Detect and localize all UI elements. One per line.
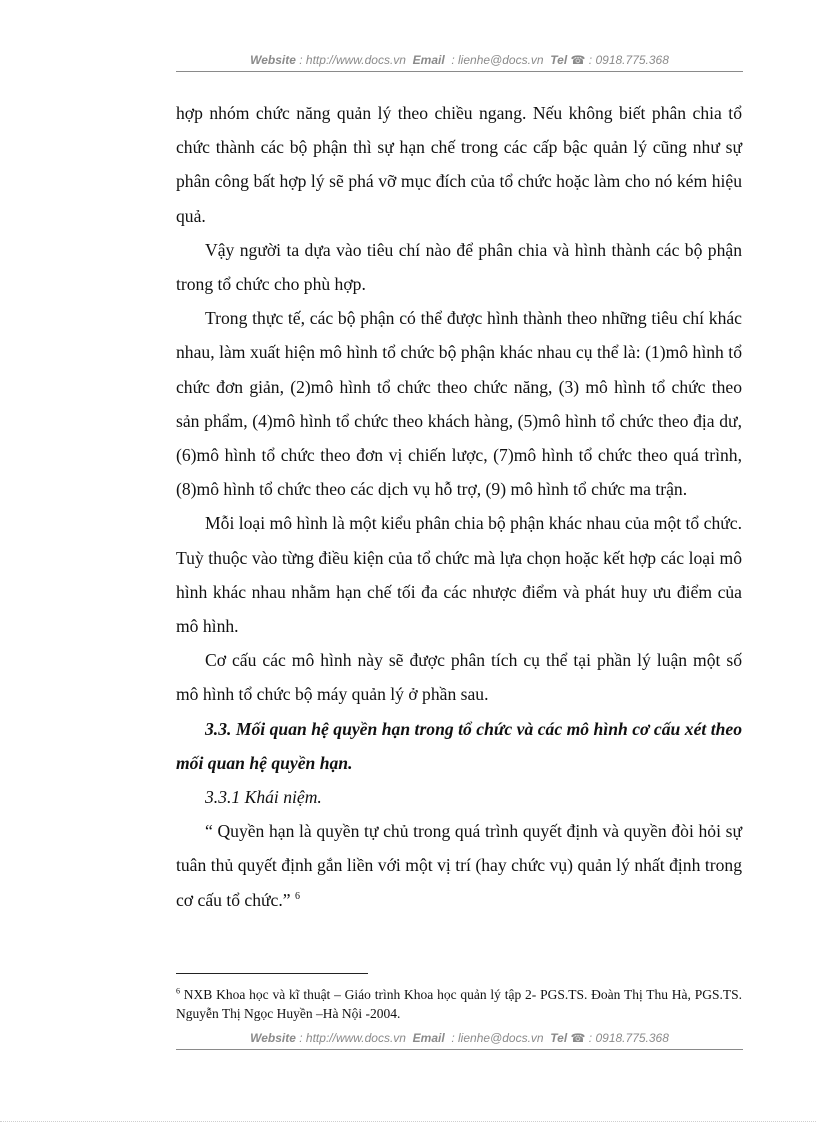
tel-separator: : bbox=[585, 53, 596, 67]
email-separator: : bbox=[448, 53, 459, 67]
paragraph-continuation: hợp nhóm chức năng quản lý theo chiều ngang. Nếu không biết phân chia tổ chức thành các bộ phận thì sự hạn chế trong các cấp bậc quản lý cũng như sự phân công bất hợp lý sẽ phá vỡ mục đích của tổ chức hoặc làm cho nó kém hiệu quả. bbox=[176, 103, 742, 226]
footnote bbox=[176, 985, 742, 1023]
footer-email-address[interactable]: lienhe@docs.vn bbox=[458, 1031, 544, 1045]
footnote-marker: 6 bbox=[176, 986, 180, 996]
tel-number: 0918.775.368 bbox=[595, 53, 669, 67]
quote-text: “ Quyền hạn là quyền tự chủ trong quá trình quyết định và quyền đòi hỏi sự tuân thủ quyết định gắn liền với một vị trí (hay chức vụ) quản lý nhất định trong cơ cấu tổ chức.” bbox=[176, 821, 742, 910]
paragraph-structure: Cơ cấu các mô hình này sẽ được phân tích cụ thể tại phần lý luận một số mô hình tổ chức bộ máy quản lý ở phần sau. bbox=[176, 650, 742, 705]
header-divider bbox=[176, 71, 743, 72]
paragraph-model-list: Trong thực tế, các bộ phận có thể được hình thành theo những tiêu chí khác nhau, làm xuất hiện mô hình tổ chức bộ phận khác nhau cụ thể là: (1)mô hình tổ chức đơn giản, (2)mô hình tổ chức theo chức năng, (3) mô hình tổ chức theo sản phẩm, (4)mô hình tổ chức theo khách hàng, (5)mô hình tổ chức theo địa dư, (6)mô hình tổ chức theo đơn vị chiến lược, (7)mô hình tổ chức theo quá trình, (8)mô hình tổ chức theo các dịch vụ hỗ trợ, (9) mô hình tổ chức ma trận. bbox=[176, 308, 742, 500]
paragraph-question: Vậy người ta dựa vào tiêu chí nào để phân chia và hình thành các bộ phận trong tổ chức cho phù hợp. bbox=[176, 239, 742, 295]
footer-website-label: Website bbox=[250, 1031, 296, 1045]
footnote-text: NXB Khoa học và kĩ thuật – Giáo trình Khoa học quản lý tập 2- PGS.TS. Đoàn Thị Thu Hà, PGS.TS. Nguyễn Thị Ngọc Huyền –Hà Nội -2004. bbox=[176, 987, 742, 1021]
page-footer bbox=[176, 1031, 743, 1045]
email-label: Email bbox=[412, 53, 445, 67]
footer-email-label: Email bbox=[412, 1031, 445, 1045]
footer-tel-number: 0918.775.368 bbox=[595, 1031, 669, 1045]
email-address[interactable]: lienhe@docs.vn bbox=[458, 53, 544, 67]
definition-quote bbox=[176, 814, 742, 917]
website-url[interactable]: http://www.docs.vn bbox=[305, 53, 406, 67]
footer-tel-separator: : bbox=[585, 1031, 596, 1045]
paragraph-model-types: Mỗi loại mô hình là một kiểu phân chia bộ phận khác nhau của một tổ chức. Tuỳ thuộc vào từng điều kiện của tổ chức mà lựa chọn hoặc kết hợp các loại mô hình khác nhau nhằm hạn chế tối đa các nhược điểm và phát huy ưu điểm của mô hình. bbox=[176, 513, 742, 637]
footnote-divider bbox=[176, 973, 368, 974]
website-label: Website bbox=[250, 53, 296, 67]
footnote-reference: 6 bbox=[294, 890, 300, 902]
page-body bbox=[176, 96, 742, 917]
footer-divider bbox=[176, 1049, 743, 1050]
page-header bbox=[176, 53, 743, 67]
footer-website-separator: : bbox=[295, 1031, 306, 1045]
phone-icon: ☎ bbox=[570, 53, 586, 67]
website-separator: : bbox=[295, 53, 306, 67]
page-bottom-edge bbox=[0, 1121, 816, 1122]
section-heading: 3.3. Mối quan hệ quyền hạn trong tổ chức và các mô hình cơ cấu xét theo mối quan hệ quyền hạn. bbox=[176, 718, 742, 773]
footer-phone-icon: ☎ bbox=[570, 1031, 586, 1045]
footer-website-url[interactable]: http://www.docs.vn bbox=[305, 1031, 406, 1045]
tel-label: Tel bbox=[550, 53, 568, 67]
subsection-heading: 3.3.1 Khái niệm. bbox=[205, 787, 322, 808]
footer-tel-label: Tel bbox=[550, 1031, 568, 1045]
footer-email-separator: : bbox=[448, 1031, 459, 1045]
